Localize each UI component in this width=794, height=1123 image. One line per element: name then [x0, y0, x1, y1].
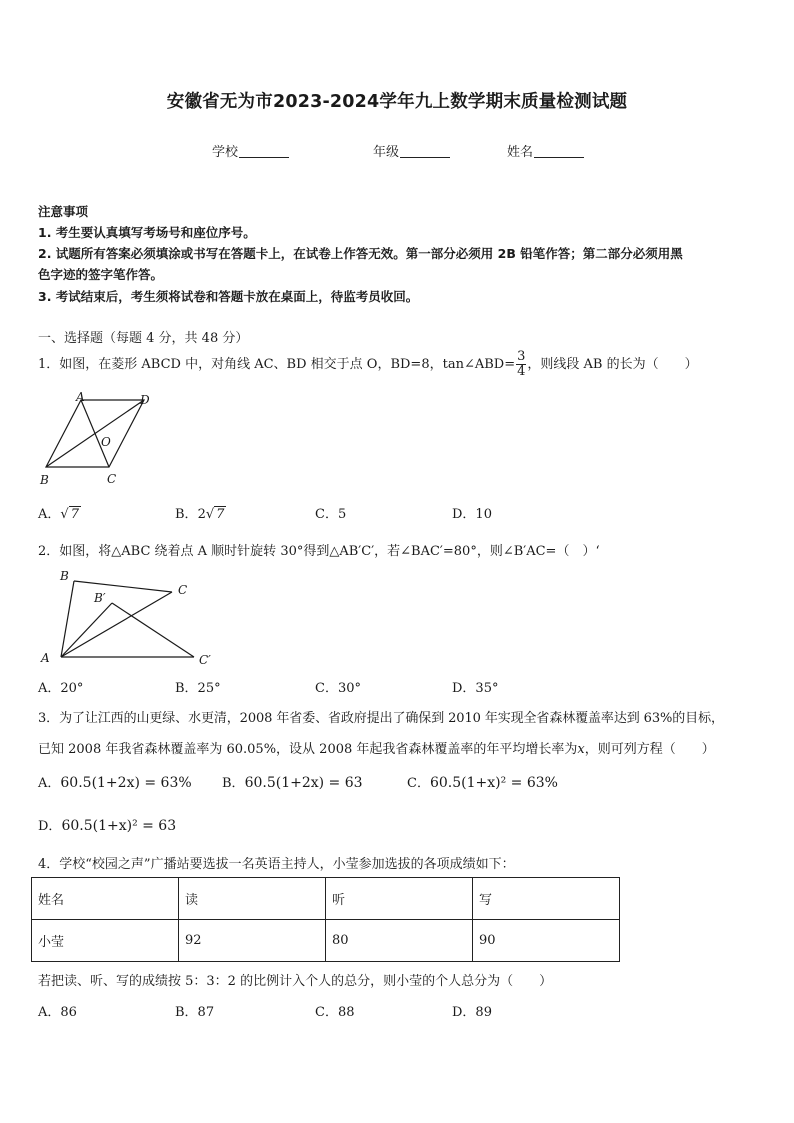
q2-figure-rotation — [34, 565, 224, 670]
q3-option-a-equation: 60.5(1+2x) = 63% — [60, 775, 192, 791]
section-heading: 一、选择题（每题 4 分，共 48 分） — [38, 331, 249, 346]
q3-option-c[interactable] — [407, 772, 558, 791]
question-4-followup: 若把读、听、写的成绩按 5：3：2 的比例计入个人的总分，则小莹的个人总分为（ ） — [38, 974, 553, 989]
school-label: 学校 — [212, 145, 239, 160]
q3-option-d-label: D． — [38, 819, 62, 834]
label-o: O — [101, 435, 111, 449]
q1-option-b-radicand: 7 — [216, 507, 225, 522]
note-2: 2. 试题所有答案必须填涂或书写在答题卡上，在试卷上作答无效。第一部分必须用 2B 铅笔作答；第二部分必须用黑 — [38, 246, 683, 261]
table-header-cell: 读 — [179, 878, 326, 920]
q3-option-b-label: B． — [222, 776, 245, 791]
q3-option-b[interactable] — [222, 772, 363, 791]
q1-figure-rhombus — [34, 390, 164, 490]
note-2-cont: 色字迹的签字笔作答。 — [38, 267, 164, 282]
table-header-row — [32, 878, 620, 920]
notes-heading: 注意事项 — [38, 204, 89, 219]
diagonal-bd — [46, 400, 144, 467]
q1-frac-num: 3 — [517, 349, 526, 364]
q1-option-d[interactable]: D．10 — [452, 507, 492, 522]
q3-option-a[interactable] — [38, 772, 192, 791]
q2-option-a[interactable]: A．20° — [38, 681, 84, 696]
sqrt-icon: √ 7 — [60, 507, 79, 522]
label-c: C — [178, 583, 188, 597]
q3-line2-tail: ，则可列方程（ ） — [584, 742, 715, 757]
q1-option-a-label: A． — [38, 507, 61, 522]
table-cell: 92 — [179, 920, 326, 962]
question-4: 4．学校“校园之声”广播站要选拔一名英语主持人，小莹参加选拔的各项成绩如下： — [38, 857, 515, 872]
label-b: B — [60, 569, 69, 583]
q2-option-b[interactable]: B．25° — [175, 681, 221, 696]
segment-b-prime-c-prime — [112, 603, 194, 657]
table-row — [32, 920, 620, 962]
label-c-prime: C′ — [199, 653, 211, 667]
label-a: A — [76, 390, 85, 404]
sqrt-icon: √ 7 — [205, 507, 225, 522]
table-cell: 90 — [473, 920, 620, 962]
q1-option-a[interactable] — [38, 503, 81, 522]
label-a: A — [41, 651, 50, 665]
q1-fraction — [516, 350, 526, 379]
name-field — [507, 141, 584, 160]
school-blank — [239, 145, 289, 158]
q1-text-a: 1．如图，在菱形 ABCD 中，对角线 AC、BD 相交于点 O，BD=8，tan∠ABD= — [38, 357, 516, 372]
page-title: 安徽省无为市2023-2024学年九上数学期末质量检测试题 — [166, 92, 628, 112]
q2-option-d[interactable]: D．35° — [452, 681, 499, 696]
note-3: 3. 考试结束后，考生须将试卷和答题卡放在桌面上，待监考员收回。 — [38, 289, 419, 304]
note-1: 1. 考生要认真填写考场号和座位序号。 — [38, 225, 256, 240]
school-field — [212, 141, 289, 160]
table-cell: 小莹 — [32, 920, 179, 962]
q3-variable: x — [577, 742, 585, 757]
score-table — [31, 877, 620, 962]
q3-option-c-label: C． — [407, 776, 430, 791]
question-2: 2．如图，将△ABC 绕着点 A 顺时针旋转 30°得到△AB′C′，若∠BAC′=80°，则∠B′AC=（ ）‘ — [38, 544, 600, 559]
name-blank — [534, 145, 584, 158]
table-header-cell: 姓名 — [32, 878, 179, 920]
table-header-cell: 听 — [326, 878, 473, 920]
table-cell: 80 — [326, 920, 473, 962]
question-1 — [38, 350, 698, 379]
label-c: C — [107, 472, 117, 486]
name-label: 姓名 — [507, 145, 534, 160]
grade-label: 年级 — [373, 145, 400, 160]
q2-option-c[interactable]: C．30° — [315, 681, 361, 696]
table-header-cell: 写 — [473, 878, 620, 920]
label-b: B — [40, 473, 49, 487]
question-3-line-1: 3．为了让江西的山更绿、水更清，2008 年省委、省政府提出了确保到 2010 年实现全省森林覆盖率达到 63%的目标， — [38, 711, 724, 726]
q1-text-b: ，则线段 AB 的长为（ ） — [527, 357, 698, 372]
q3-option-a-label: A． — [38, 776, 61, 791]
q4-option-b[interactable]: B．87 — [175, 1005, 215, 1020]
q3-option-c-equation: 60.5(1+x)² = 63% — [429, 775, 558, 791]
q1-option-c[interactable]: C．5 — [315, 507, 347, 522]
q4-option-a[interactable]: A．86 — [38, 1005, 77, 1020]
q1-option-b-label: B． — [175, 507, 198, 522]
grade-blank — [400, 145, 450, 158]
q4-option-c[interactable]: C．88 — [315, 1005, 355, 1020]
q1-option-b-coef: 2 — [197, 507, 206, 522]
segment-ac — [61, 592, 172, 657]
q3-option-d[interactable] — [38, 815, 176, 834]
q1-frac-den: 4 — [517, 364, 526, 379]
q3-line2-text: 已知 2008 年我省森林覆盖率为 60.05%，设从 2008 年起我省森林覆盖率的年平均增长率为 — [38, 742, 578, 757]
q3-option-d-equation: 60.5(1+x)² = 63 — [61, 818, 177, 834]
q3-option-b-equation: 60.5(1+2x) = 63 — [244, 775, 363, 791]
grade-field — [373, 141, 450, 160]
question-3-line-2 — [38, 738, 715, 757]
segment-bc — [74, 581, 172, 592]
label-b-prime: B′ — [94, 591, 106, 605]
label-d: D — [140, 393, 150, 407]
q1-option-b[interactable] — [175, 503, 226, 522]
q1-option-a-radicand: 7 — [70, 507, 79, 522]
q4-option-d[interactable]: D．89 — [452, 1005, 492, 1020]
